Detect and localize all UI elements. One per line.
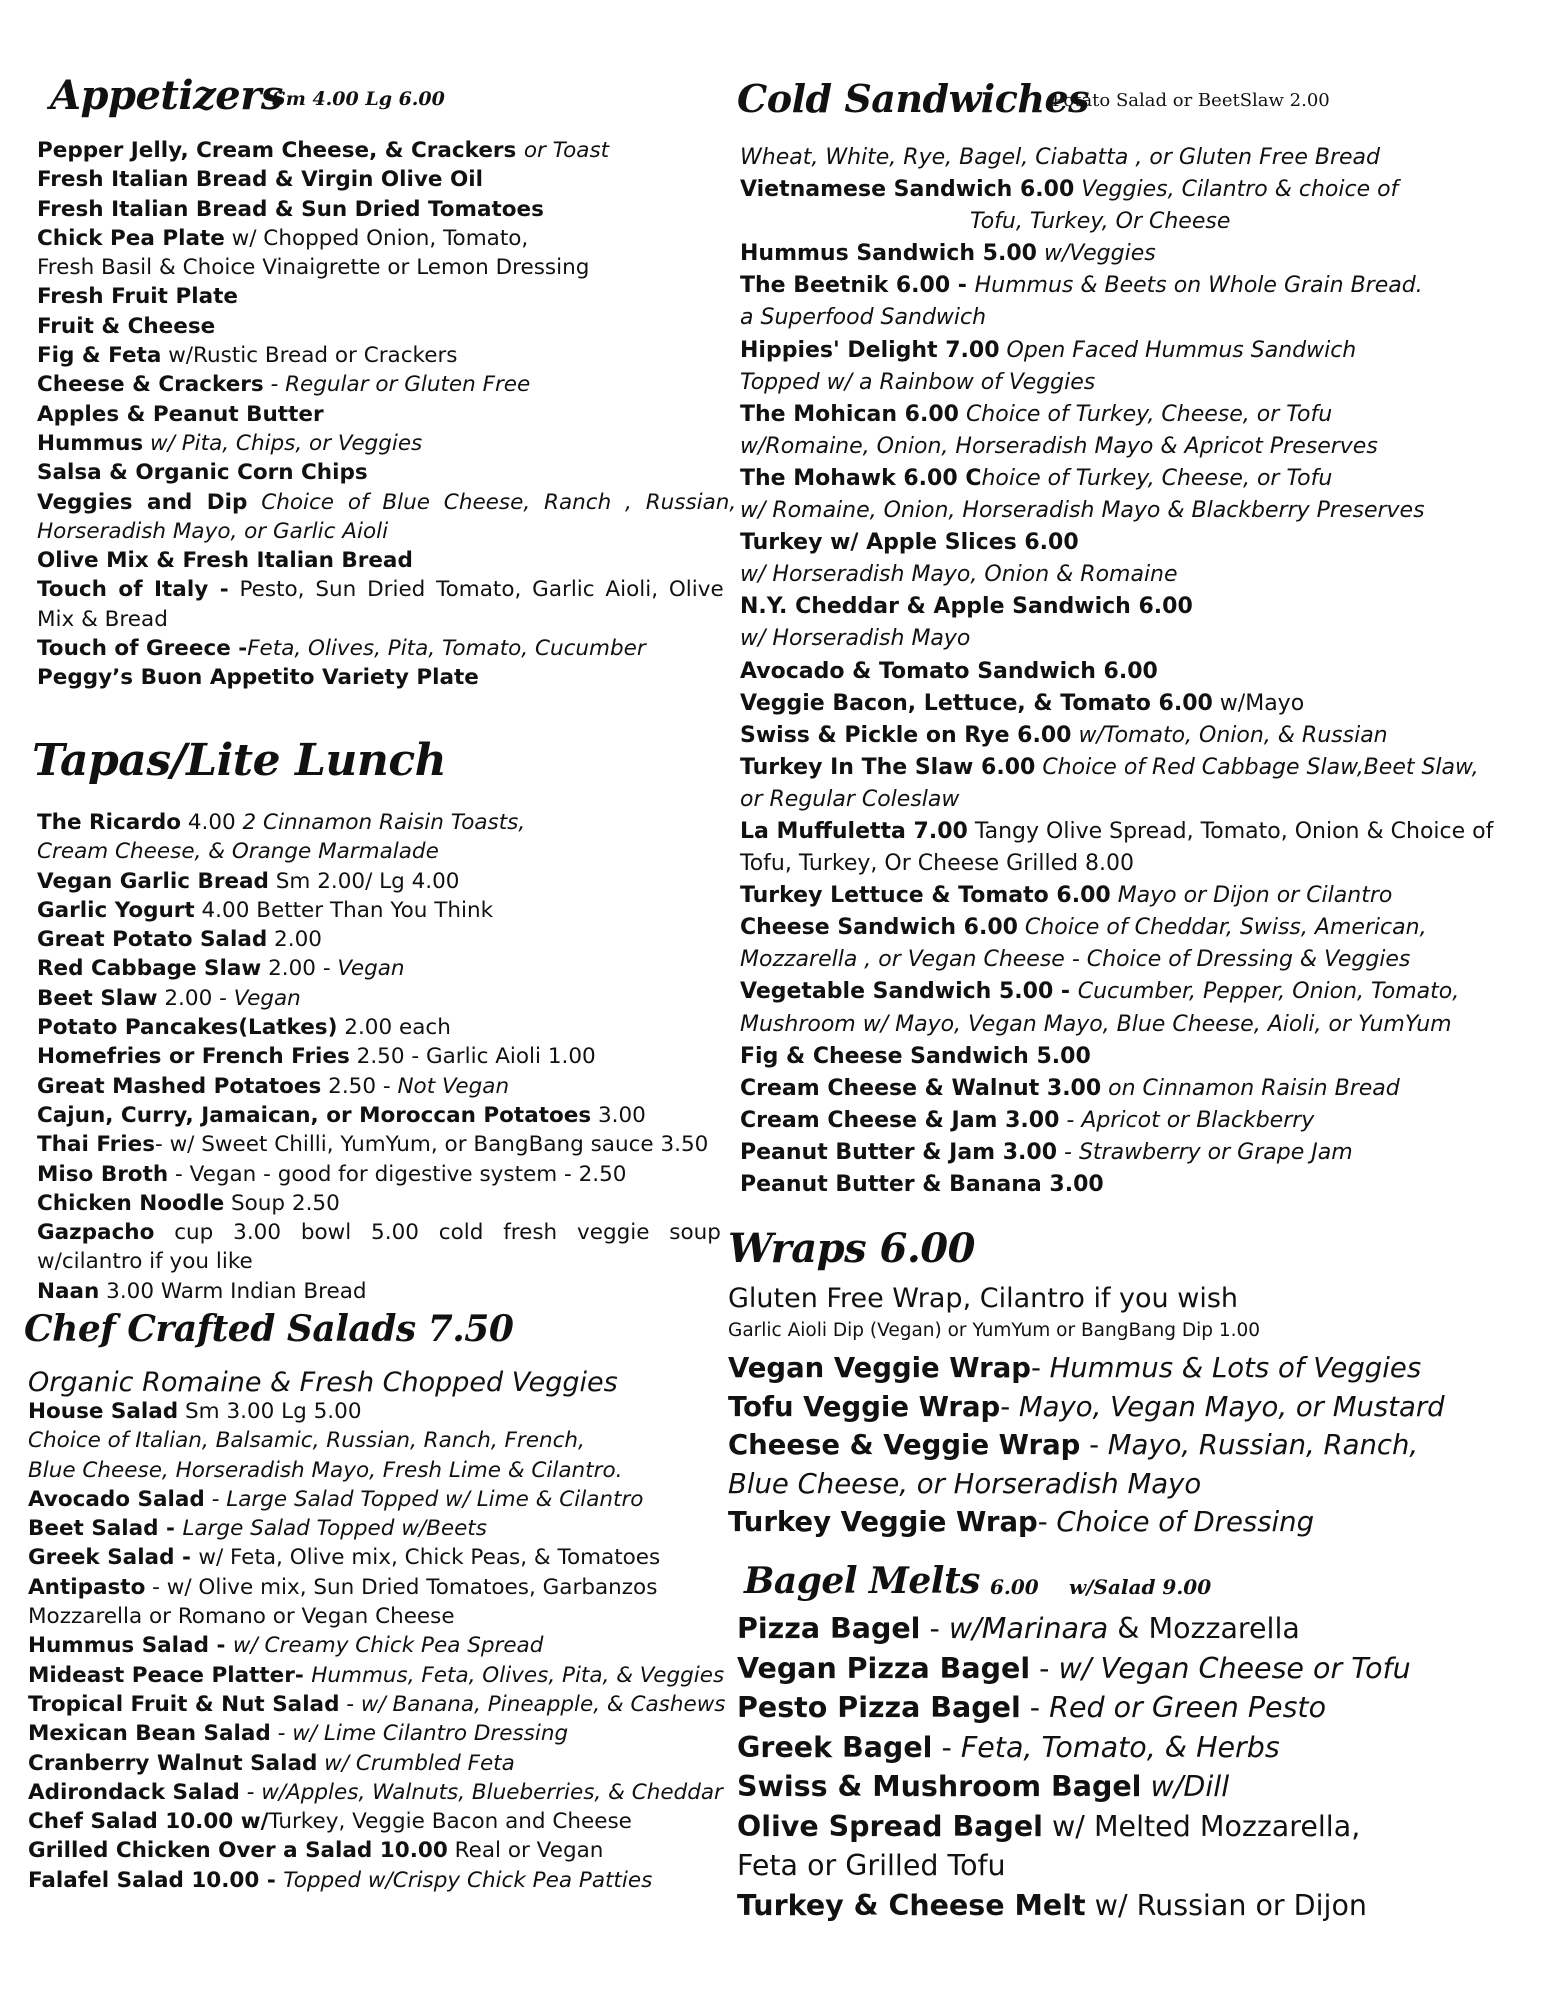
menu-text: Cheese Sandwich 6.00 xyxy=(740,915,1018,941)
wraps-subtitle: Gluten Free Wrap, Cilantro if you wish xyxy=(728,1283,1238,1314)
menu-text: w/ Russian or Dijon xyxy=(1085,1888,1367,1922)
menu-text: or Toast xyxy=(523,138,610,163)
menu-line xyxy=(37,341,692,370)
menu-line xyxy=(37,253,692,282)
menu-line xyxy=(740,1073,1530,1105)
menu-text: Sm 3.00 Lg 5.00 xyxy=(178,1399,362,1424)
menu-line xyxy=(740,302,1530,334)
menu-text: Hummus & Lots of Veggies xyxy=(1049,1352,1422,1384)
menu-text: Tropical Fruit & Nut Salad xyxy=(28,1691,340,1717)
menu-text: Fig & Cheese Sandwich 5.00 xyxy=(740,1043,1091,1069)
menu-text: Pepper Jelly, Cream Cheese, & Crackers xyxy=(37,138,524,163)
menu-text: Avocado Salad xyxy=(28,1486,205,1512)
menu-text: Cajun, Curry, Jamaican, or Moroccan Potatoes xyxy=(37,1102,592,1128)
menu-text: Hummus Sandwich 5.00 xyxy=(740,241,1037,267)
menu-text: - w/Apples, Walnuts, Blueberries, & Cheddar xyxy=(239,1779,723,1805)
menu-text: Garlic Yogurt xyxy=(37,897,195,923)
menu-line xyxy=(28,1514,708,1543)
menu-text: - Regular or Gluten Free xyxy=(263,372,531,398)
menu-text: Turkey Lettuce & Tomato 6.00 xyxy=(740,883,1111,909)
menu-text: Falafel Salad 10.00 - xyxy=(28,1867,284,1893)
menu-line xyxy=(37,575,724,604)
menu-text: Vietnamese Sandwich 6.00 xyxy=(740,177,1075,203)
menu-text: Veggies and Dip xyxy=(37,489,248,515)
menu-text: Turkey, Veggie Bacon and Cheese xyxy=(268,1809,632,1835)
menu-text: Turkey w/ Apple Slices 6.00 xyxy=(740,530,1079,556)
menu-text: Fig & Feta xyxy=(37,343,162,369)
menu-line xyxy=(28,1543,708,1572)
menu-text: Hummus xyxy=(37,430,144,456)
bagel-melts-list xyxy=(737,1609,1527,1925)
menu-line xyxy=(37,370,692,399)
menu-text: Choice of Blue Cheese, Ranch , Russian, xyxy=(247,489,737,515)
menu-text: - w/ Sweet Chilli, YumYum, or BangBang sauce 3.50 xyxy=(155,1132,709,1158)
menu-text: Apples & Peanut Butter xyxy=(37,401,324,427)
menu-text: Choice of Dressing xyxy=(1056,1506,1315,1538)
menu-text: Veggie Bacon, Lettuce, & Tomato 6.00 xyxy=(740,690,1213,716)
menu-text: Real or Vegan xyxy=(447,1838,604,1864)
menu-text: Veggies, Cilantro & choice of xyxy=(1074,177,1399,203)
menu-line xyxy=(740,399,1530,431)
menu-line xyxy=(740,688,1530,720)
menu-text: Mayo, Vegan Mayo, or Mustard xyxy=(1018,1390,1445,1423)
menu-line xyxy=(28,1456,708,1485)
wraps-heading: Wraps 6.00 xyxy=(728,1225,975,1272)
menu-line xyxy=(740,784,1530,816)
menu-text: Sm 2.00/ Lg 4.00 xyxy=(268,868,460,894)
menu-line xyxy=(740,142,1530,174)
menu-line xyxy=(37,605,692,634)
menu-text: w/ Creamy Chick Pea Spread xyxy=(232,1633,544,1659)
menu-text: Chick Pea Plate xyxy=(37,225,225,251)
menu-line xyxy=(28,1631,708,1660)
menu-text: 3.00 Warm Indian Bread xyxy=(99,1278,367,1304)
menu-line xyxy=(740,591,1530,623)
menu-line xyxy=(737,1609,1527,1649)
bagel-melts-salad-note: w/Salad 9.00 xyxy=(1069,1575,1212,1599)
menu-text: 2 Cinnamon Raisin Toasts, xyxy=(242,810,526,835)
menu-text: w/ Chopped Onion, Tomato, xyxy=(224,225,529,251)
menu-text: Swiss & Pickle on Rye 6.00 xyxy=(740,722,1072,748)
menu-line xyxy=(37,1218,721,1247)
menu-text: w/ Crumbled Feta xyxy=(317,1750,515,1776)
menu-line xyxy=(740,816,1530,848)
menu-text: Peanut Butter & Banana 3.00 xyxy=(740,1172,1104,1197)
menu-text: Chef Salad 10.00 w/ xyxy=(28,1809,269,1835)
menu-text: Topped w/Crispy Chick Pea Patties xyxy=(283,1867,653,1893)
menu-text: Adirondack Salad xyxy=(28,1779,240,1805)
menu-text: The Mohican 6.00 xyxy=(740,401,959,427)
menu-line xyxy=(37,195,692,224)
menu-line xyxy=(37,896,692,925)
menu-line xyxy=(37,458,692,487)
menu-line xyxy=(740,752,1530,784)
menu-line xyxy=(728,1388,1528,1427)
menu-line xyxy=(37,312,692,341)
menu-line xyxy=(737,1846,1527,1886)
menu-text: w/ Feta, Olive mix, Chick Peas, & Tomatoes xyxy=(198,1545,661,1571)
menu-line xyxy=(37,837,692,866)
menu-line xyxy=(740,495,1530,527)
menu-text: Pesto, Sun Dried Tomato, Garlic Aioli, Olive xyxy=(228,577,724,603)
menu-text: - xyxy=(1030,1651,1059,1685)
menu-text: Cheese & Veggie Wrap xyxy=(728,1429,1081,1461)
menu-line xyxy=(740,206,1530,238)
menu-line xyxy=(37,1160,692,1189)
menu-line xyxy=(740,944,1530,976)
menu-text: - w/ Olive mix, Sun Dried Tomatoes, Garbanzos xyxy=(145,1574,658,1600)
menu-text: Thai Fries xyxy=(37,1132,155,1158)
menu-text: Miso Broth xyxy=(37,1161,169,1187)
menu-line xyxy=(740,1105,1530,1137)
menu-text: - xyxy=(932,1730,961,1764)
menu-line xyxy=(740,559,1530,591)
cold-sandwiches-side-note: Potato Salad or BeetSlaw 2.00 xyxy=(1052,90,1330,111)
wraps-list xyxy=(728,1349,1528,1542)
wraps-dip-note: Garlic Aioli Dip (Vegan) or YumYum or BangBang Dip 1.00 xyxy=(728,1320,1261,1341)
menu-line xyxy=(28,1485,708,1514)
menu-text: Vegan xyxy=(337,956,405,982)
menu-text: 2.50 - xyxy=(321,1073,398,1099)
menu-text: or Regular Coleslaw xyxy=(740,786,960,812)
menu-line xyxy=(28,1397,708,1426)
menu-text: - xyxy=(1037,1506,1057,1538)
menu-line xyxy=(737,1886,1527,1926)
menu-text: - w/ Lime Cilantro Dressing xyxy=(270,1721,569,1747)
menu-text: Feta, Tomato, & Herbs xyxy=(960,1730,1280,1764)
menu-text: The Mohawk 6.00 C xyxy=(740,465,982,491)
salads-subtitle: Organic Romaine & Fresh Chopped Veggies xyxy=(28,1367,618,1398)
menu-line xyxy=(740,912,1530,944)
menu-line xyxy=(740,335,1530,367)
menu-text: Soup 2.50 xyxy=(224,1190,340,1216)
menu-text: Mozzarella , or Vegan Cheese - Choice of Dressing & Veggies xyxy=(740,947,1411,973)
menu-text: - Strawberry or Grape Jam xyxy=(1057,1139,1353,1165)
menu-text: Topped w/ a Rainbow of Veggies xyxy=(740,369,1096,395)
menu-line xyxy=(737,1649,1527,1689)
menu-line xyxy=(37,925,692,954)
menu-text: Hippies' Delight 7.00 xyxy=(740,337,1000,363)
menu-line xyxy=(37,1072,692,1101)
menu-text: w/ Horseradish Mayo, Onion & Romaine xyxy=(740,562,1178,588)
menu-text: Olive Spread Bagel xyxy=(737,1809,1043,1843)
menu-text: Fresh Fruit Plate xyxy=(37,284,238,310)
menu-text: Turkey Veggie Wrap xyxy=(728,1506,1038,1538)
menu-text: The Ricardo xyxy=(37,810,181,835)
menu-text: Mix & Bread xyxy=(37,606,168,632)
tapas-heading: Tapas/Lite Lunch xyxy=(32,735,447,786)
menu-text: hoice of Turkey, Cheese, or Tofu xyxy=(981,465,1333,491)
menu-text: Vegan xyxy=(233,985,301,1011)
menu-text: Fresh Italian Bread & Virgin Olive Oil xyxy=(37,167,483,193)
menu-text: N.Y. Cheddar & Apple Sandwich 6.00 xyxy=(740,594,1193,620)
menu-text: w/ Melted Mozzarella, xyxy=(1042,1809,1361,1843)
menu-line xyxy=(28,1426,708,1455)
menu-line xyxy=(37,546,692,575)
menu-line xyxy=(37,1101,692,1130)
menu-text: House Salad xyxy=(28,1399,179,1424)
menu-text: 3.00 xyxy=(591,1102,646,1128)
menu-line xyxy=(740,431,1530,463)
menu-text: Blue Cheese, Horseradish Mayo, Fresh Lime & Cilantro. xyxy=(28,1457,623,1483)
cold-sandwiches-heading: Cold Sandwiches xyxy=(737,76,1090,121)
menu-text: La Muffuletta 7.00 xyxy=(740,818,968,844)
menu-line xyxy=(740,623,1530,655)
menu-text: - xyxy=(1030,1352,1050,1384)
menu-text: - xyxy=(920,1612,949,1645)
menu-text: Touch of Italy - xyxy=(37,577,229,603)
menu-text: - Vegan - good for digestive system - 2.50 xyxy=(168,1161,627,1187)
menu-text: Blue Cheese, or Horseradish Mayo xyxy=(728,1467,1202,1500)
menu-text: Tofu, Turkey, Or Cheese Grilled 8.00 xyxy=(740,851,1135,877)
menu-text: 4.00 Better Than You Think xyxy=(194,897,494,923)
menu-text: - Large Salad Topped w/ Lime & Cilantro xyxy=(204,1486,644,1512)
menu-text: Horseradish Mayo, or Garlic Aioli xyxy=(37,518,389,544)
menu-text: Homefries or French Fries xyxy=(37,1044,350,1070)
menu-text: Mexican Bean Salad xyxy=(28,1721,271,1747)
menu-text: - w/ Banana, Pineapple, & Cashews xyxy=(339,1691,726,1717)
menu-line xyxy=(37,1247,692,1276)
menu-text: Mayo or Dijon or Cilantro xyxy=(1110,883,1393,909)
menu-text: Red Cabbage Slaw xyxy=(37,956,262,982)
menu-line xyxy=(28,1573,708,1602)
menu-text: Mozzarella or Romano or Vegan Cheese xyxy=(28,1604,455,1630)
menu-line xyxy=(28,1602,708,1631)
appetizers-list xyxy=(37,136,737,693)
menu-line xyxy=(737,1688,1527,1728)
menu-line xyxy=(728,1349,1528,1388)
menu-text: The Beetnik 6.00 - xyxy=(740,273,975,299)
menu-line xyxy=(740,270,1530,302)
menu-text: - xyxy=(1080,1429,1108,1461)
menu-text: Turkey In The Slaw 6.00 xyxy=(740,754,1036,780)
menu-line xyxy=(28,1749,708,1778)
menu-line xyxy=(37,1013,692,1042)
menu-text: Choice of Cheddar, Swiss, American, xyxy=(1017,915,1427,941)
menu-text: Mayo, Russian, Ranch, xyxy=(1107,1429,1419,1461)
menu-line xyxy=(37,224,692,253)
bagel-melts-price-note: 6.00 xyxy=(990,1575,1039,1599)
menu-text: Fruit & Cheese xyxy=(37,313,216,339)
menu-text: Choice of Red Cabbage Slaw,Beet Slaw, xyxy=(1035,754,1479,780)
menu-text: Fresh Italian Bread & Sun Dried Tomatoes xyxy=(37,196,544,222)
menu-text: Fresh Basil & Choice Vinaigrette or Lemon Dressing xyxy=(37,255,590,281)
menu-text: Peanut Butter & Jam 3.00 xyxy=(740,1139,1058,1165)
cold-sandwiches-list xyxy=(740,142,1530,1201)
menu-line xyxy=(37,1130,709,1159)
menu-text: & Mozzarella xyxy=(1108,1612,1300,1645)
menu-text: w/Tomato, Onion, & Russian xyxy=(1071,722,1388,748)
menu-line xyxy=(37,808,692,837)
menu-text: Vegetable Sandwich 5.00 - xyxy=(740,979,1078,1005)
menu-text: - xyxy=(1000,1390,1019,1423)
menu-line xyxy=(740,1041,1530,1073)
menu-text: Wheat, White, Rye, Bagel, Ciabatta , or Gluten Free Bread xyxy=(740,145,1380,170)
menu-line xyxy=(28,1661,725,1690)
menu-text: Tofu Veggie Wrap xyxy=(728,1390,1001,1423)
menu-text: Tangy Olive Spread, Tomato, Onion & Choice of xyxy=(967,818,1494,844)
menu-line xyxy=(737,1728,1527,1768)
menu-line xyxy=(740,976,1530,1008)
menu-line xyxy=(37,165,692,194)
menu-text: Beet Slaw xyxy=(37,985,158,1011)
menu-text: Turkey & Cheese Melt xyxy=(737,1888,1086,1922)
menu-line xyxy=(740,238,1530,270)
menu-line xyxy=(740,1137,1530,1169)
menu-text: 2.00 - xyxy=(157,985,234,1011)
menu-text: Salsa & Organic Corn Chips xyxy=(37,460,368,486)
menu-text: Choice of Turkey, Cheese, or Tofu xyxy=(958,401,1333,427)
menu-line xyxy=(740,720,1530,752)
menu-line xyxy=(37,488,737,517)
menu-text: - xyxy=(1020,1691,1050,1724)
menu-line xyxy=(740,174,1530,206)
salads-heading: Chef Crafted Salads 7.50 xyxy=(24,1308,514,1350)
menu-line xyxy=(740,656,1530,688)
menu-text: Choice of Italian, Balsamic, Russian, Ranch, French, xyxy=(28,1428,585,1454)
menu-line xyxy=(28,1690,726,1719)
menu-line xyxy=(740,880,1530,912)
appetizers-price-note: Sm 4.00 Lg 6.00 xyxy=(272,88,445,110)
menu-line xyxy=(28,1778,723,1807)
menu-text: w/ Horseradish Mayo xyxy=(740,626,971,652)
menu-line xyxy=(28,1836,708,1865)
menu-text: Red or Green Pesto xyxy=(1049,1691,1327,1724)
menu-line xyxy=(37,663,692,692)
menu-text: Cranberry Walnut Salad xyxy=(28,1750,318,1776)
menu-line xyxy=(37,282,692,311)
menu-text: Mushroom w/ Mayo, Vegan Mayo, Blue Cheese, Aioli, or YumYum xyxy=(740,1011,1452,1037)
menu-line xyxy=(28,1719,708,1748)
salads-list xyxy=(28,1397,726,1895)
appetizers-heading: Appetizers xyxy=(50,72,283,119)
menu-text: w/Romaine, Onion, Horseradish Mayo & Apricot Preserves xyxy=(740,433,1378,459)
menu-line xyxy=(28,1866,708,1895)
menu-line xyxy=(737,1807,1527,1847)
menu-text: Potato Pancakes(Latkes) xyxy=(37,1015,338,1041)
menu-line xyxy=(37,984,692,1013)
menu-text: Hummus Salad - xyxy=(28,1633,233,1659)
menu-text: w/ Romaine, Onion, Horseradish Mayo & Blackberry Preserves xyxy=(740,498,1425,524)
menu-line xyxy=(37,1042,692,1071)
bagel-melts-heading: Bagel Melts xyxy=(744,1560,980,1602)
menu-text: Pesto Pizza Bagel xyxy=(737,1691,1021,1724)
menu-text: Antipasto xyxy=(28,1574,146,1600)
menu-text: 2.00 - xyxy=(261,956,338,982)
menu-text: Avocado & Tomato Sandwich 6.00 xyxy=(740,658,1158,684)
menu-line xyxy=(37,1189,692,1218)
menu-line xyxy=(37,634,692,663)
menu-text: on Cinnamon Raisin Bread xyxy=(1101,1075,1400,1101)
menu-text: cup 3.00 bowl 5.00 cold fresh veggie soup xyxy=(154,1220,721,1246)
menu-text: a Superfood Sandwich xyxy=(740,305,987,331)
menu-line xyxy=(28,1807,708,1836)
menu-text: w/cilantro if you like xyxy=(37,1249,253,1275)
menu-text: w/Dill xyxy=(1141,1770,1230,1803)
menu-line xyxy=(740,463,1530,495)
menu-line xyxy=(37,136,692,165)
menu-text: Open Faced Hummus Sandwich xyxy=(999,337,1357,363)
menu-text: Peggy’s Buon Appetito Variety Plate xyxy=(37,665,479,691)
menu-text: Vegan Pizza Bagel xyxy=(737,1651,1031,1685)
menu-text: w/Veggies xyxy=(1036,241,1156,267)
menu-text: Touch of Greece - xyxy=(37,636,248,662)
menu-line xyxy=(728,1465,1528,1504)
menu-line xyxy=(37,867,692,896)
tapas-list xyxy=(37,808,721,1306)
menu-text: Greek Bagel xyxy=(737,1730,933,1764)
menu-line xyxy=(740,527,1530,559)
menu-text: Naan xyxy=(37,1278,100,1304)
menu-line xyxy=(37,517,692,546)
menu-text: Olive Mix & Fresh Italian Bread xyxy=(37,548,413,574)
menu-text: Cream Cheese & Jam 3.00 xyxy=(740,1107,1060,1133)
menu-line xyxy=(728,1426,1528,1465)
menu-text: Gazpacho xyxy=(37,1220,155,1246)
menu-text: Mideast Peace Platter- xyxy=(28,1662,312,1688)
menu-line xyxy=(740,1169,1530,1201)
menu-text: w/Marinara xyxy=(948,1612,1109,1645)
menu-text: Beet Salad - xyxy=(28,1516,183,1542)
menu-text: w/Mayo xyxy=(1212,690,1305,716)
menu-text: Feta or Grilled Tofu xyxy=(737,1849,1006,1882)
menu-line xyxy=(740,1009,1530,1041)
menu-text: Great Mashed Potatoes xyxy=(37,1073,322,1099)
menu-text: Tofu, Turkey, Or Cheese xyxy=(970,209,1231,235)
menu-line xyxy=(728,1503,1528,1542)
menu-text: w/ Pita, Chips, or Veggies xyxy=(143,430,423,456)
menu-text: 4.00 xyxy=(180,810,243,835)
menu-text: Hummus & Beets on Whole Grain Bread. xyxy=(974,273,1423,299)
menu-text: Not Vegan xyxy=(397,1073,510,1099)
menu-text: Swiss & Mushroom Bagel xyxy=(737,1770,1142,1803)
menu-line xyxy=(37,1277,692,1306)
menu-text: Vegan Garlic Bread xyxy=(37,868,269,894)
menu-line xyxy=(37,400,692,429)
menu-line xyxy=(740,848,1530,880)
menu-text: Greek Salad - xyxy=(28,1545,199,1571)
menu-text: Feta, Olives, Pita, Tomato, Cucumber xyxy=(247,636,646,662)
menu-text: Cheese & Crackers xyxy=(37,372,264,398)
menu-line xyxy=(740,367,1530,399)
menu-text: w/Rustic Bread or Crackers xyxy=(161,343,458,369)
menu-line xyxy=(737,1767,1527,1807)
menu-text: Pizza Bagel xyxy=(737,1612,921,1645)
menu-text: 2.00 xyxy=(267,927,322,953)
menu-text: Chicken Noodle xyxy=(37,1190,225,1216)
menu-text: Great Potato Salad xyxy=(37,927,268,953)
menu-text: Hummus, Feta, Olives, Pita, & Veggies xyxy=(311,1662,725,1688)
menu-text: Cream Cheese, & Orange Marmalade xyxy=(37,839,439,865)
menu-text: w/ Vegan Cheese or Tofu xyxy=(1058,1651,1411,1685)
menu-text: 2.00 each xyxy=(337,1015,451,1041)
menu-text: Cream Cheese & Walnut 3.00 xyxy=(740,1075,1102,1101)
menu-text: Grilled Chicken Over a Salad 10.00 xyxy=(28,1838,448,1864)
menu-line xyxy=(37,954,692,983)
menu-line xyxy=(37,429,692,458)
menu-text: Vegan Veggie Wrap xyxy=(728,1352,1031,1384)
menu-text: Cucumber, Pepper, Onion, Tomato, xyxy=(1077,979,1460,1005)
menu-text: - Apricot or Blackberry xyxy=(1059,1107,1315,1133)
menu-text: Large Salad Topped w/Beets xyxy=(182,1516,487,1542)
menu-text: 2.50 - Garlic Aioli 1.00 xyxy=(349,1044,596,1070)
